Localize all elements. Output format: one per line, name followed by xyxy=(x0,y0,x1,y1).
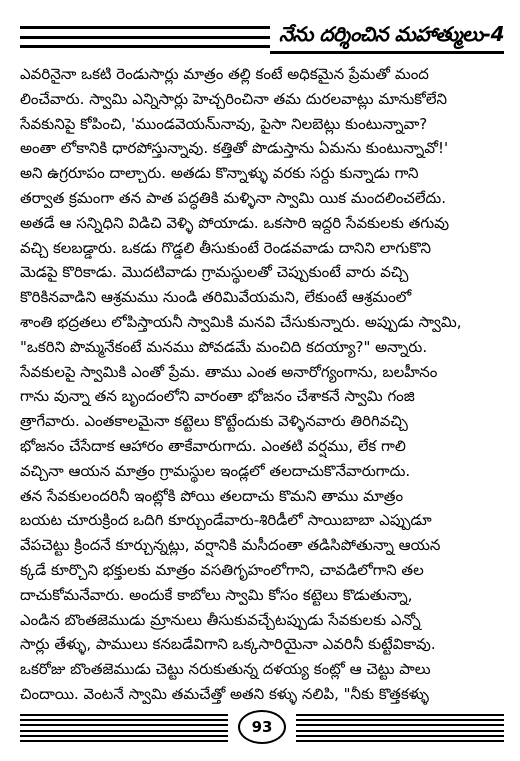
text-line: భోజనం చేసేదాక ఆహారం తాకేవారుగాదు. ఎంతటి వర్షము, లేక గాలి xyxy=(20,436,406,455)
text-line: మెడపై కొరికాడు. మొదటివాడు గ్రామస్థులతో చెప్పుకుంటే వారు వచ్చి xyxy=(20,263,409,282)
text-line: వచ్చినా ఆయన మాత్రం గ్రామస్థుల ఇండ్లలో తలదాచుకొనేవారుగాదు. xyxy=(20,461,411,480)
text-line: త్రాగేవారు. ఎంతకాలమైనా కట్టెలు కొట్టేందుకు వెళ్ళినవారు తిరిగివచ్చి xyxy=(20,412,408,431)
page-footer xyxy=(20,708,504,750)
header-rule-decoration xyxy=(20,26,270,48)
footer-rule-right xyxy=(296,714,504,742)
text-line: అతడే ఆ సన్నిధిని విడిచి వెళ్ళి పోయాడు. ఒకసారి ఇద్దరి సేవకులకు తగువు xyxy=(20,213,450,232)
text-line: కొరికినవాడిని ఆశ్రమము నుండి తరిమివేయమని, లేకుంటే ఆశ్రమంలో xyxy=(20,288,412,307)
text-line: బయట చూరుక్రింద ఒదిగి కూర్చుండేవారు-శిరిడీలో సాయిబాబా ఎప్పుడూ xyxy=(20,511,432,530)
text-line: "ఒకరిని పొమ్మనేకంటే మనము పోవడమే మంచిది కదయ్యా?" అన్నారు. xyxy=(20,337,428,356)
text-line: క్కడే కూర్చొని భక్తులకు మాత్రం వసతిగృహంలోగాని, చావడిలోగాని తల xyxy=(20,560,424,579)
text-line: చిందాయి. వెంటనే స్వామి తమచేత్తో అతని కళ్ళు నలిపి, "నీకు కొత్తకళ్ళు xyxy=(20,684,430,703)
text-line: సేవకునిపై కోపించి, 'ముండవెయను్నావు, పైసా నిలబెట్లు కుంటున్నావా? xyxy=(20,114,428,133)
text-line: తర్వాత క్రమంగా తన పాత పద్ధతికి మళ్ళినా స్వామి యిక మందలించలేదు. xyxy=(20,188,447,207)
page-header xyxy=(20,14,504,54)
text-line: ఒకరోజు బొంతజెముడు చెట్టు నరుకుతున్న దళయ్య కంట్లో ఆ చెట్టు పాలు xyxy=(20,660,431,679)
text-line: అంతా లోకానికి ధారపోస్తున్నావు. కత్తితో పొడుస్తాను ఏమను కుంటున్నావో!' xyxy=(20,139,449,158)
text-line: సార్లు తేళ్ళు, పాములు కనబడేవిగాని ఒక్కసారియైనా ఎవరినీ కుట్టేవికావు. xyxy=(20,635,436,654)
text-line: తన సేవకులందరినీ ఇంట్లోకి పోయి తలదాచు కొమని తాము మాత్రం xyxy=(20,486,404,505)
text-line: లించేవారు. స్వామి ఎన్నిసార్లు హెచ్చరించినా తమ దురలవాట్లు మానుకోలేని xyxy=(20,89,448,108)
header-underline xyxy=(270,51,504,54)
text-line: అని ఉగ్రరూపం దాల్చారు. అతడు కొన్నాళ్ళు వరకు సర్దు కున్నాడు గాని xyxy=(20,164,419,183)
text-line: ఎండిన బొంతజెముడు మ్రానులు తీసుకువచ్చేటప్పుడు సేవకులకు ఎన్నో xyxy=(20,610,421,629)
page-number: 93 xyxy=(238,710,286,744)
footer-rule-left xyxy=(20,714,228,742)
running-title: నేను దర్శించిన మహాత్ములు-4 xyxy=(278,22,504,46)
text-line: సేవకులపై స్వామికి ఎంతో ప్రేమ. తాము ఎంత అనారోగ్యంగాను, బలహీనం xyxy=(20,362,438,381)
body-text xyxy=(20,62,504,707)
text-line: గాను వున్నా తన బృందంలోని వారంతా భోజనం చేశాకనే స్వామి గంజి xyxy=(20,387,415,406)
text-line: దాచుకోమనేవారు. అందుకే కాబోలు స్వామి కోసం కట్టెలు కొడుతున్నా, xyxy=(20,585,413,604)
text-line: శాంతి భద్రతలు లోపిస్తాయనీ స్వామికి మనవి చేసుకున్నారు. అప్పుడు స్వామి, xyxy=(20,312,462,331)
text-line: వేపచెట్టు క్రిందనే కూర్చున్నట్లు, వర్షానికి మసీదంతా తడిసిపోతున్నా ఆయన xyxy=(20,536,441,555)
text-line: ఎవరినైనా ఒకటి రెండుసార్లు మాత్రం తల్లి కంటే అధికమైన ప్రేమతో మంద xyxy=(20,65,429,83)
text-line: వచ్చి కలబడ్డారు. ఒకడు గొడ్డలి తీసుకుంటే రెండవవాడు దానిని లాగుకొని xyxy=(20,238,432,257)
